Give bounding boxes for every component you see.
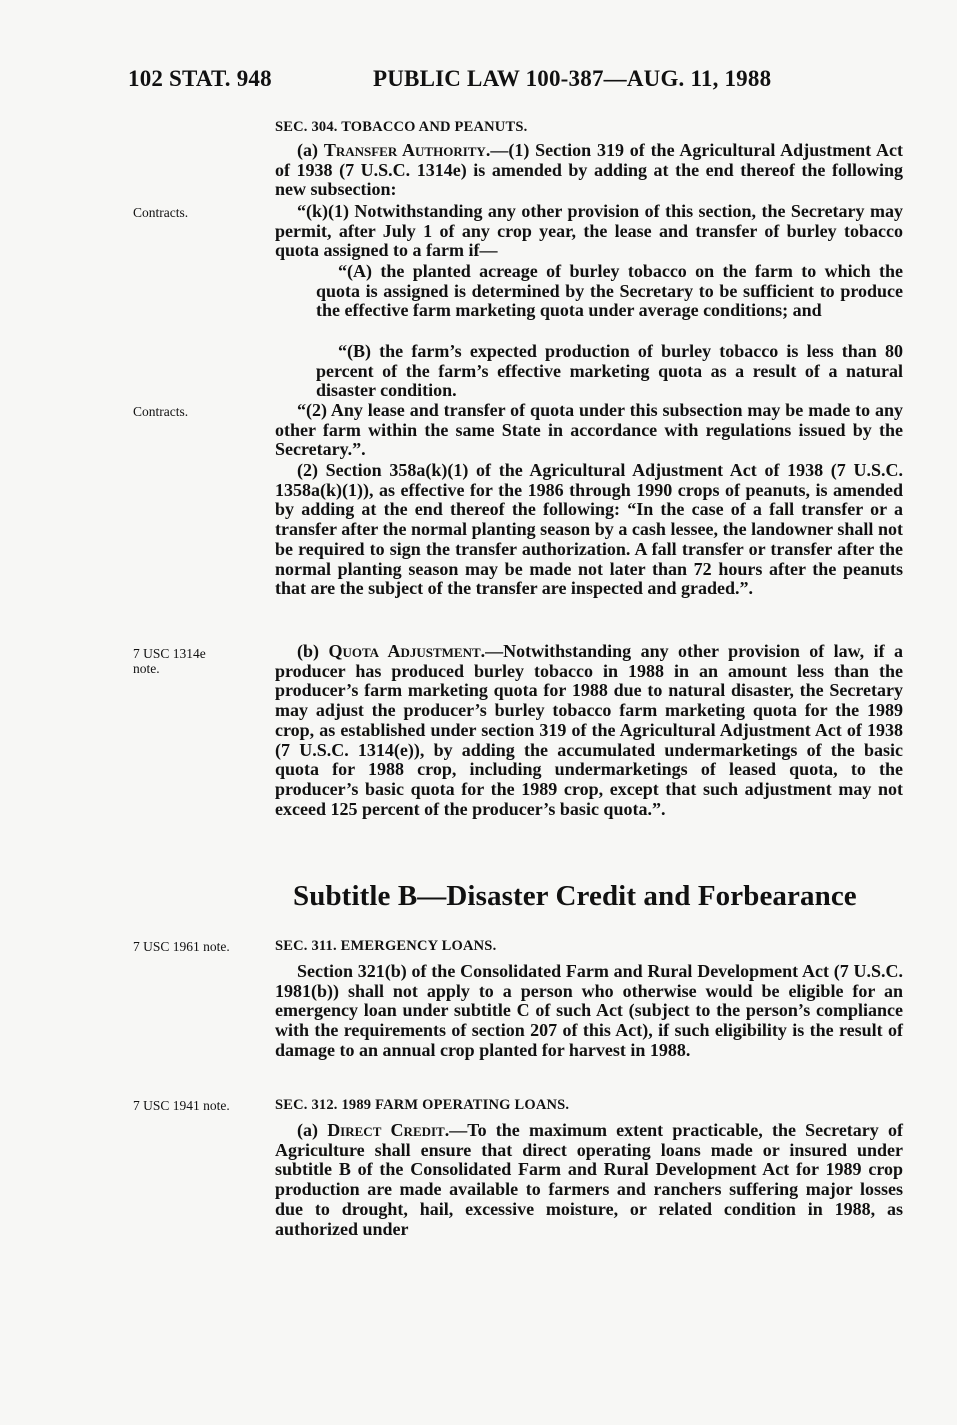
paragraph-text: .—To the maximum extent practicable, the Secretary of Agriculture shall ensure that direct operating loans made or insured under subtitle B of the Consolidated Farm and Rural Development Act for 1989 crop production are made available to farmers and ranchers suffering major losses due to drought, hail, excessive moisture, or related condition in 1988, as authorized under (275, 1120, 903, 1239)
clause-A-paragraph: “(A) the planted acreage of burley tobacco on the farm to which the quota is assigned is determined by the Secretary to be sufficient to produce the effective farm marketing quota under average conditions; and (316, 261, 903, 321)
paragraph-title: Transfer Authority (323, 140, 486, 160)
paragraph-title: Quota Adjustment (328, 641, 481, 661)
public-law-citation: PUBLIC LAW 100-387—AUG. 11, 1988 (373, 66, 772, 91)
paragraph-title: Direct Credit (327, 1120, 445, 1140)
subsection-k2-paragraph: “(2) Any lease and transfer of quota under this subsection may be made to any other farm within the same State in accordance with regulations issued by the Secretary.”. (275, 400, 903, 460)
subtitle-heading: Subtitle B—Disaster Credit and Forbearance (293, 880, 857, 912)
section-304-a2-paragraph: (2) Section 358a(k)(1) of the Agricultural Adjustment Act of 1938 (7 U.S.C. 1358a(k)(1)), as effective for the 1986 through 1990 crops of peanuts, is amended by adding at the end thereof the following: “In the case of a fall transfer or a transfer after the normal planting season by a cash lessee, the landowner shall not be required to sign the transfer authorization. A fall transfer or transfer after the normal planting season may be made not later than 72 hours after the peanuts that are the subject of the transfer are inspected and graded.”. (275, 460, 903, 599)
margin-note-usc-1941: 7 USC 1941 note. (133, 1098, 230, 1113)
margin-note-line: note. (133, 661, 160, 676)
paragraph-text: .—Notwithstanding any other provision of law, if a producer has produced burley tobacco in 1988 in an amount less than the producer’s farm marketing quota for 1988 due to natural disaster, the Secretary may adjust the producer’s burley tobacco farm marketing quota for the 1989 crop, as established under section 319 of the Agricultural Adjustment Act of 1938 (7 U.S.C. 1314(e)), by adding the accumulated undermarketings of the basic quota for 1988 crop, including undermarketings of leased quota, to the producer’s basic quota for the 1989 crop, except that such adjustment may not exceed 125 percent of the producer’s basic quota.”. (275, 641, 904, 819)
clause-B-paragraph: “(B) the farm’s expected production of burley tobacco is less than 80 percent of the farm’s effective marketing quota as a result of a natural disaster condition. (316, 341, 903, 401)
margin-note-usc-1961: 7 USC 1961 note. (133, 939, 230, 954)
margin-note-contracts: Contracts. (133, 205, 189, 220)
paragraph-text: .—(1) Section 319 of the Agricultural Adjustment Act of 1938 (7 U.S.C. 1314e) is amended by adding at the end thereof the following new subsection: (275, 140, 903, 200)
paragraph-prefix: (a) (297, 140, 324, 160)
section-304-a-paragraph (275, 141, 903, 200)
paragraph-prefix: (b) (297, 641, 329, 661)
statute-page-number: 102 STAT. 948 (128, 66, 272, 91)
margin-note-usc-1314e (133, 646, 268, 676)
subsection-k1-paragraph: “(k)(1) Notwithstanding any other provision of this section, the Secretary may permit, after July 1 of any crop year, the lease and transfer of burley tobacco quota assigned to a farm if— (275, 201, 903, 261)
section-312-a-paragraph (275, 1121, 903, 1239)
section-312-heading: SEC. 312. 1989 FARM OPERATING LOANS. (275, 1097, 570, 1113)
section-304-b-paragraph (275, 642, 903, 819)
section-311-paragraph: Section 321(b) of the Consolidated Farm and Rural Development Act (7 U.S.C. 1981(b)) shall not apply to a person who otherwise would be eligible for an emergency loan under subtitle C of such Act (subject to the person’s compliance with the requirements of section 207 of this Act), if such eligibility is the result of damage to an annual crop planted for harvest in 1988. (275, 961, 903, 1060)
paragraph-prefix: (a) (297, 1120, 328, 1140)
section-304-heading: SEC. 304. TOBACCO AND PEANUTS. (275, 119, 528, 135)
margin-note-contracts: Contracts. (133, 404, 189, 419)
section-311-heading: SEC. 311. EMERGENCY LOANS. (275, 938, 497, 954)
margin-note-line: 7 USC 1314e (133, 646, 206, 661)
